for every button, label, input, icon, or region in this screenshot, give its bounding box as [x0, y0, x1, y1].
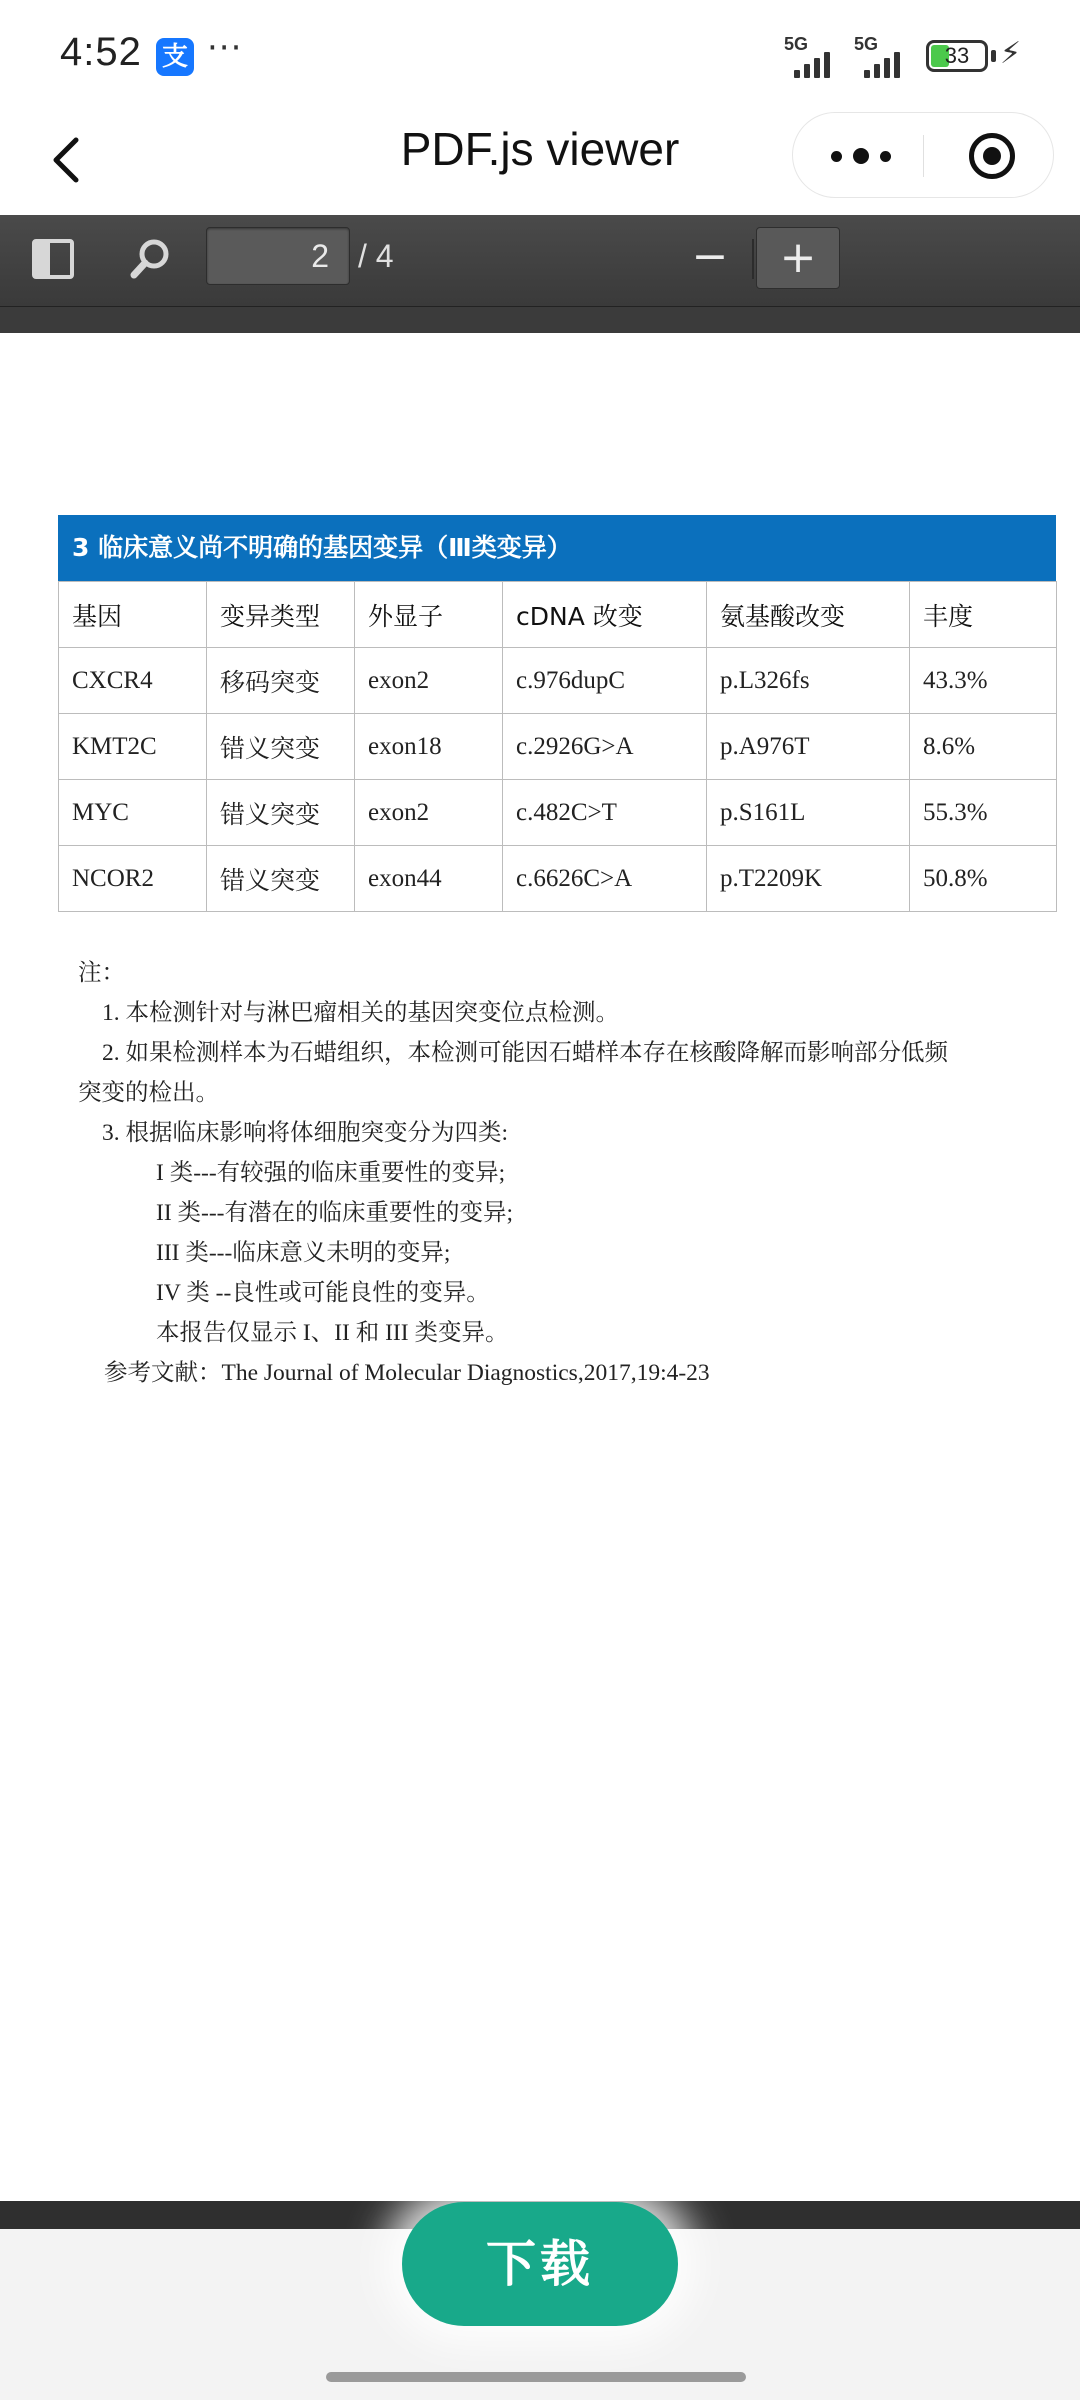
- battery-icon: [926, 40, 988, 72]
- notification-more-icon: ···: [207, 28, 243, 68]
- column-header: 氨基酸改变: [707, 582, 910, 648]
- title-bar: [0, 110, 1080, 215]
- column-header: 变异类型: [207, 582, 355, 648]
- table-cell: exon44: [355, 846, 503, 912]
- variant-table: [58, 515, 1056, 912]
- table-cell: CXCR4: [59, 648, 207, 714]
- table-cell: 55.3%: [910, 780, 1057, 846]
- page-count: / 4: [358, 238, 394, 274]
- zoom-out-button[interactable]: −: [691, 231, 729, 282]
- status-time: 4:52: [60, 30, 142, 74]
- table-cell: 错义突变: [207, 780, 355, 846]
- pdf-toolbar: [0, 215, 1080, 307]
- download-button[interactable]: 下载: [402, 2202, 678, 2326]
- reference-note: 参考文献：The Journal of Molecular Diagnostics,2017,19:4-23: [104, 1360, 710, 1386]
- note-item-3: 3. 根据临床影响将体细胞突变分为四类:: [102, 1120, 509, 1146]
- table-cell: NCOR2: [59, 846, 207, 912]
- table-cell: p.A976T: [707, 714, 910, 780]
- column-header: cDNA 改变: [503, 582, 707, 648]
- table-row: [59, 714, 1057, 780]
- pdf-page[interactable]: [0, 333, 1080, 2201]
- class-1-note: I 类---有较强的临床重要性的变异;: [156, 1160, 506, 1186]
- table-cell: p.S161L: [707, 780, 910, 846]
- table-cell: p.L326fs: [707, 648, 910, 714]
- table-cell: 错义突变: [207, 714, 355, 780]
- column-header: 外显子: [355, 582, 503, 648]
- table-cell: MYC: [59, 780, 207, 846]
- note-item-2: 2. 如果检测样本为石蜡组织，本检测可能因石蜡样本存在核酸降解而影响部分低频: [102, 1040, 948, 1066]
- notes-section: [78, 953, 1038, 1393]
- table-cell: p.T2209K: [707, 846, 910, 912]
- table-cell: KMT2C: [59, 714, 207, 780]
- table-cell: c.976dupC: [503, 648, 707, 714]
- home-indicator[interactable]: [326, 2372, 746, 2382]
- class-2-note: II 类---有潜在的临床重要性的变异;: [156, 1200, 514, 1226]
- more-options-icon[interactable]: [831, 113, 891, 199]
- table-cell: c.2926G>A: [503, 714, 707, 780]
- table-cell: exon2: [355, 648, 503, 714]
- zoom-controls: [668, 227, 840, 289]
- table-cell: exon2: [355, 780, 503, 846]
- table-cell: 错义突变: [207, 846, 355, 912]
- page-title: PDF.js viewer: [400, 123, 680, 175]
- page-number-input[interactable]: 2: [206, 227, 350, 285]
- capsule-divider: [923, 135, 924, 177]
- table-section-title: 3 临床意义尚不明确的基因变异（Ⅲ类变异）: [58, 515, 1056, 581]
- column-header: 基因: [59, 582, 207, 648]
- table-cell: c.6626C>A: [503, 846, 707, 912]
- table-row: [59, 648, 1057, 714]
- variant-table-grid: [58, 581, 1057, 912]
- search-icon[interactable]: [126, 235, 174, 283]
- battery-level: 33: [944, 43, 970, 68]
- note-item-1: 1. 本检测针对与淋巴瘤相关的基因突变位点检测。: [102, 1000, 619, 1026]
- signal-type-label-2: 5G: [854, 34, 879, 54]
- status-bar: [0, 0, 1080, 110]
- report-scope-note: 本报告仅显示 I、II 和 III 类变异。: [156, 1320, 509, 1346]
- table-row: [59, 780, 1057, 846]
- class-4-note: IV 类 --良性或可能良性的变异。: [156, 1280, 490, 1306]
- miniapp-capsule: [792, 112, 1054, 198]
- alipay-icon: 支: [156, 38, 194, 76]
- table-cell: 43.3%: [910, 648, 1057, 714]
- table-cell: 8.6%: [910, 714, 1057, 780]
- sidebar-toggle-icon[interactable]: [32, 239, 74, 279]
- class-3-note: III 类---临床意义未明的变异;: [156, 1240, 451, 1266]
- note-item-2-cont: 突变的检出。: [78, 1080, 219, 1106]
- zoom-in-button[interactable]: +: [756, 227, 840, 289]
- signal-type-label: 5G: [784, 34, 809, 54]
- column-header: 丰度: [910, 582, 1057, 648]
- charging-icon: ⚡: [1000, 36, 1022, 71]
- toolbar-shadow: [0, 307, 1080, 333]
- table-header-row: [59, 582, 1057, 648]
- battery-tip: [991, 50, 996, 62]
- table-row: [59, 846, 1057, 912]
- table-cell: c.482C>T: [503, 780, 707, 846]
- table-cell: exon18: [355, 714, 503, 780]
- notes-heading: 注：: [78, 960, 125, 986]
- table-cell: 50.8%: [910, 846, 1057, 912]
- table-cell: 移码突变: [207, 648, 355, 714]
- close-miniapp-icon[interactable]: [969, 133, 1015, 179]
- zoom-divider: [752, 239, 754, 279]
